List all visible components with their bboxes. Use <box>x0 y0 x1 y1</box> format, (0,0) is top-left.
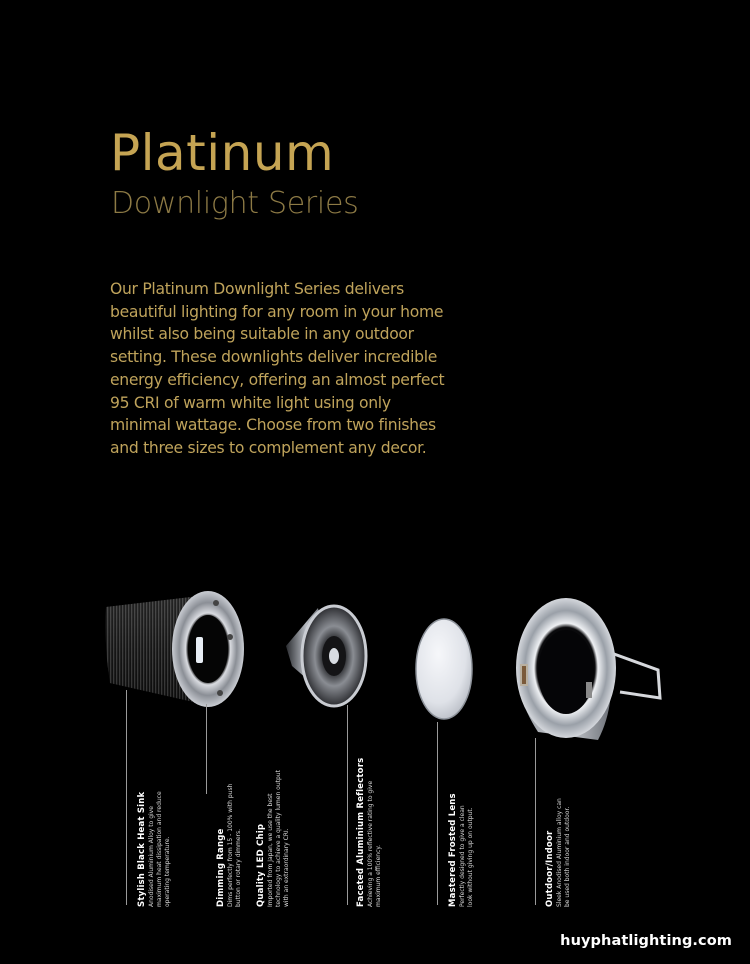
outdoor-housing-image <box>508 592 668 744</box>
feature-dimming-range <box>216 767 243 907</box>
leader-line-dimming <box>206 704 207 794</box>
feature-body: Sleek Anodised Aluminium alloy can be used both indoor and outdoor. <box>556 798 571 907</box>
feature-body: Achieving a 100% reflective rating to give maximum efficiency. <box>367 780 382 907</box>
feature-led-chip <box>256 765 290 907</box>
intro-paragraph: Our Platinum Downlight Series delivers beautiful lighting for any room in your home whilst also being suitable in any outdoor setting. These downlights deliver incredible energy efficiency, offering an almost perfect 95 CRI of warm white light using only minimal wattage. Choose from two finishes and three sizes to complement any decor. <box>110 280 445 457</box>
feature-title: Quality LED Chip <box>256 823 266 907</box>
feature-title: Dimming Range <box>216 828 226 907</box>
feature-title: Faceted Aluminium Reflectors <box>356 757 366 907</box>
feature-title: Mastered Frosted Lens <box>448 793 458 907</box>
feature-frosted-lens <box>448 795 475 907</box>
feature-body: Anodised Aluminium Alloy to give maximum heat dissipation and reduce operating temperature. <box>148 791 171 907</box>
page-subtitle: Downlight Series <box>111 186 359 221</box>
website-link[interactable]: huyphatlighting.com <box>560 933 732 949</box>
heat-sink-image <box>98 585 248 710</box>
feature-reflectors <box>356 757 383 907</box>
feature-outdoor-indoor <box>545 795 572 907</box>
reflector-image <box>280 600 372 712</box>
feature-title: Stylish Black Heat Sink <box>137 791 147 907</box>
leader-line-lens <box>437 722 438 905</box>
feature-body: Perfectly designed to give a clean look without giving up on output. <box>459 805 474 907</box>
page-title: Platinum <box>110 124 335 182</box>
feature-body: Imported from Japan, we use the best technology to achieve a quality lumen output with an extraordinary CRI. <box>267 770 290 907</box>
frosted-lens-image <box>413 616 475 722</box>
leader-line-reflector <box>347 705 348 905</box>
leader-line-outdoor <box>535 738 536 905</box>
feature-title: Outdoor/Indoor <box>545 830 555 907</box>
leader-line-heat-sink <box>126 690 127 905</box>
feature-heat-sink <box>137 775 171 907</box>
feature-body: Dims perfectly from 15 - 100% with push button or rotary dimmers. <box>227 783 242 907</box>
